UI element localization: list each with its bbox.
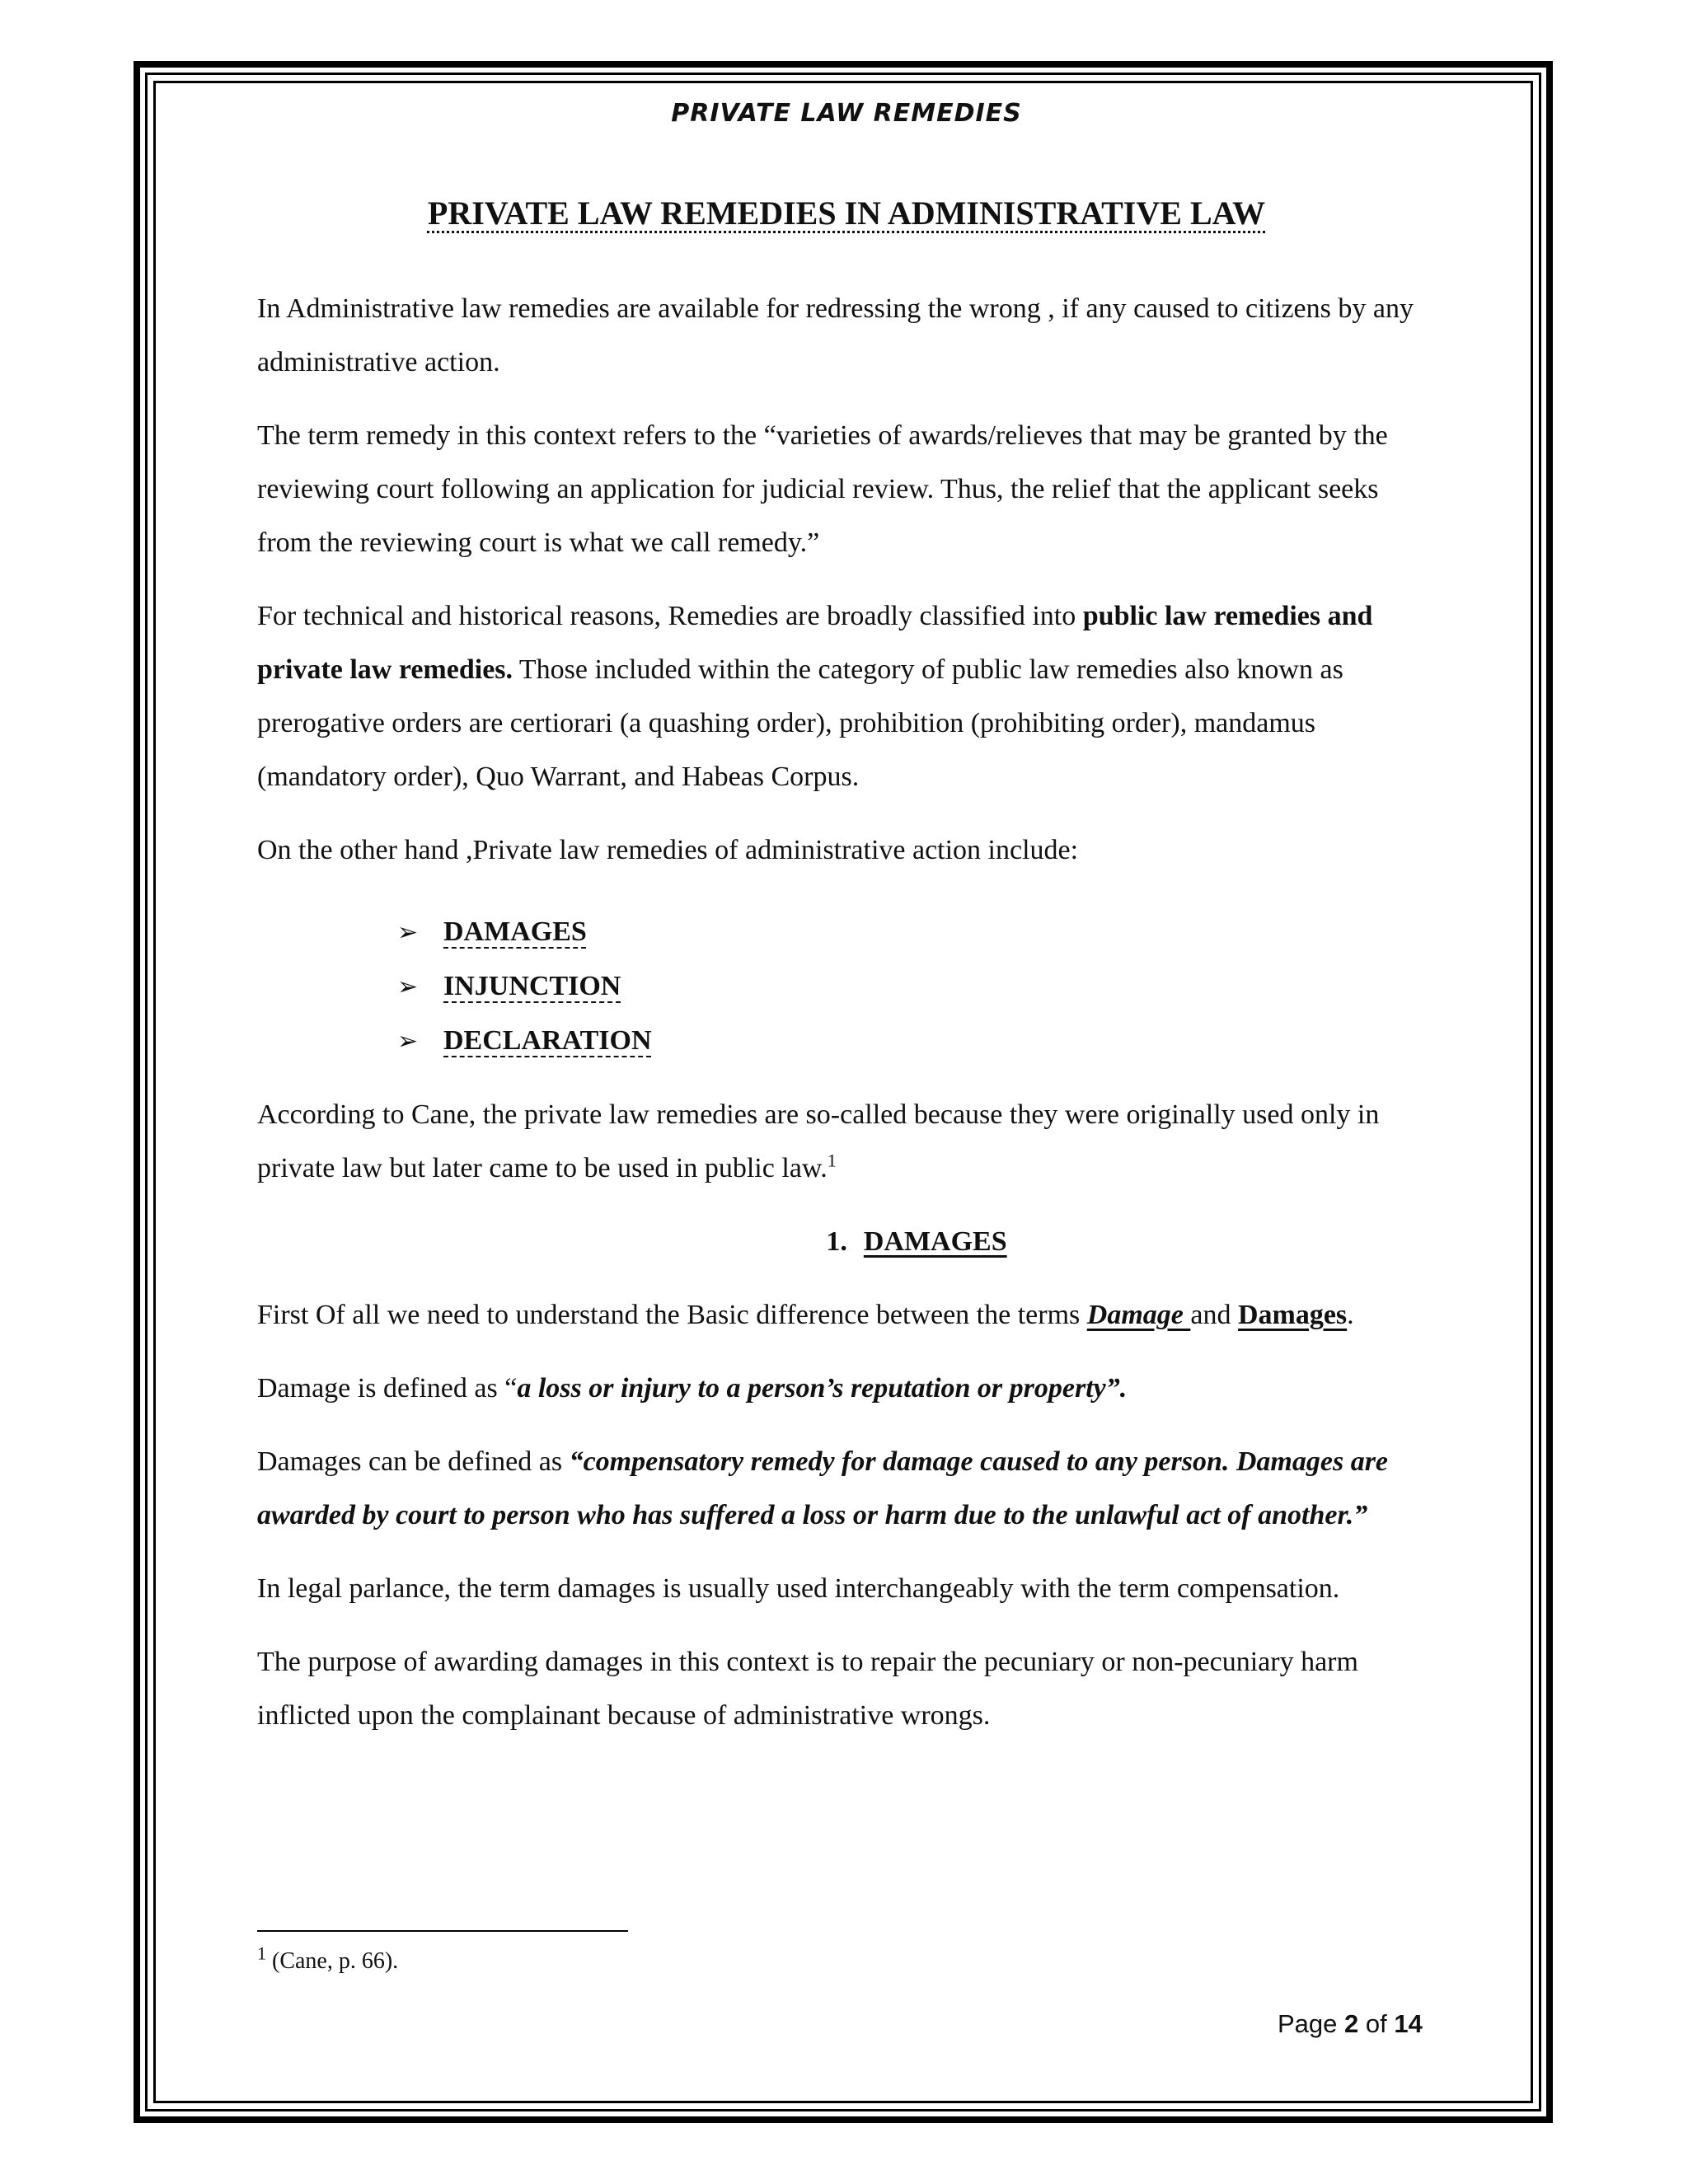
page-current: 2: [1344, 2009, 1359, 2038]
paragraph-remedy-definition: The term remedy in this context refers to the “varieties of awards/relieves that may be granted by the reviewing court following an application for judicial review. Thus, the relief that the applicant seeks from the reviewing court is what we call remedy.”: [257, 420, 1388, 558]
paragraph-intro: In Administrative law remedies are available for redressing the wrong , if any caused to citizens by any administrative action.: [257, 293, 1414, 377]
section-number: 1.: [826, 1226, 847, 1257]
footnote-separator: [257, 1930, 628, 1932]
section-label: DAMAGES: [863, 1226, 1007, 1257]
classification-pre: For technical and historical reasons, Remedies are broadly classified into: [257, 601, 1083, 631]
footnote-number: 1: [257, 1943, 266, 1964]
remedy-label: DAMAGES: [443, 916, 587, 947]
page-of: of: [1358, 2009, 1395, 2038]
term-damage: Damage: [1086, 1300, 1191, 1330]
term-damages: Damages: [1237, 1300, 1348, 1330]
list-item: [397, 1014, 1436, 1068]
paragraph-cane: [257, 1088, 1436, 1195]
list-item: [397, 959, 1436, 1014]
cane-text: According to Cane, the private law remedies are so-called because they were originally used only in private law but later came to be used in public law.: [257, 1099, 1380, 1183]
difference-mid: and: [1190, 1300, 1238, 1330]
remedies-list: [257, 905, 1436, 1068]
paragraph-difference: [257, 1288, 1436, 1342]
footnote: [257, 1943, 399, 1975]
arrow-bullet-icon: ➢: [397, 972, 419, 1001]
document-title-text: PRIVATE LAW REMEDIES IN ADMINISTRATIVE LAW: [427, 194, 1266, 232]
paragraph-classification: [257, 589, 1436, 804]
damages-def-pre: Damages can be defined as: [257, 1446, 570, 1477]
damages-def-text: “compensatory remedy for damage caused to any person. Damages are awarded by court to person who has suffered a loss or harm due to the unlawful act of another.”: [257, 1446, 1389, 1530]
remedy-label: INJUNCTION: [443, 971, 621, 1001]
paragraph-damages-definition: [257, 1435, 1436, 1542]
classification-bold: public law remedies and private law remedies.: [257, 601, 1373, 685]
document-title: [257, 194, 1436, 232]
paragraph-damage-definition: [257, 1361, 1436, 1415]
difference-pre: First Of all we need to understand the Basic difference between the terms: [257, 1300, 1087, 1330]
section-heading-damages: [257, 1215, 1436, 1268]
arrow-bullet-icon: ➢: [397, 918, 419, 947]
running-header: PRIVATE LAW REMEDIES: [671, 99, 1022, 128]
list-item: [397, 905, 1436, 959]
paragraph-legal-parlance: In legal parlance, the term damages is usually used interchangeably with the term compensation.: [257, 1573, 1340, 1604]
page-label: Page: [1278, 2009, 1345, 2038]
page-content: [257, 92, 1436, 1742]
page-total: 14: [1394, 2009, 1423, 2038]
page-number: [1278, 2009, 1423, 2039]
paragraph-private-intro: On the other hand ,Private law remedies of administrative action include:: [257, 835, 1079, 865]
damage-def-pre: Damage is defined as “: [257, 1373, 518, 1404]
damage-def-text: a loss or injury to a person’s reputation or property”.: [517, 1373, 1128, 1404]
footnote-reference: 1: [827, 1150, 837, 1171]
remedy-label: DECLARATION: [443, 1025, 652, 1056]
classification-post: Those included within the category of public law remedies also known as prerogative orders are certiorari (a quashing order), prohibition (prohibiting order), mandamus (mandatory order), Quo Warrant, and Habeas Corpus.: [257, 654, 1343, 792]
arrow-bullet-icon: ➢: [397, 1027, 419, 1056]
footnote-text: (Cane, p. 66).: [266, 1948, 399, 1974]
paragraph-purpose: The purpose of awarding damages in this context is to repair the pecuniary or non-pecuniary harm inflicted upon the complainant because of administrative wrongs.: [257, 1647, 1358, 1731]
difference-post: .: [1347, 1300, 1354, 1330]
